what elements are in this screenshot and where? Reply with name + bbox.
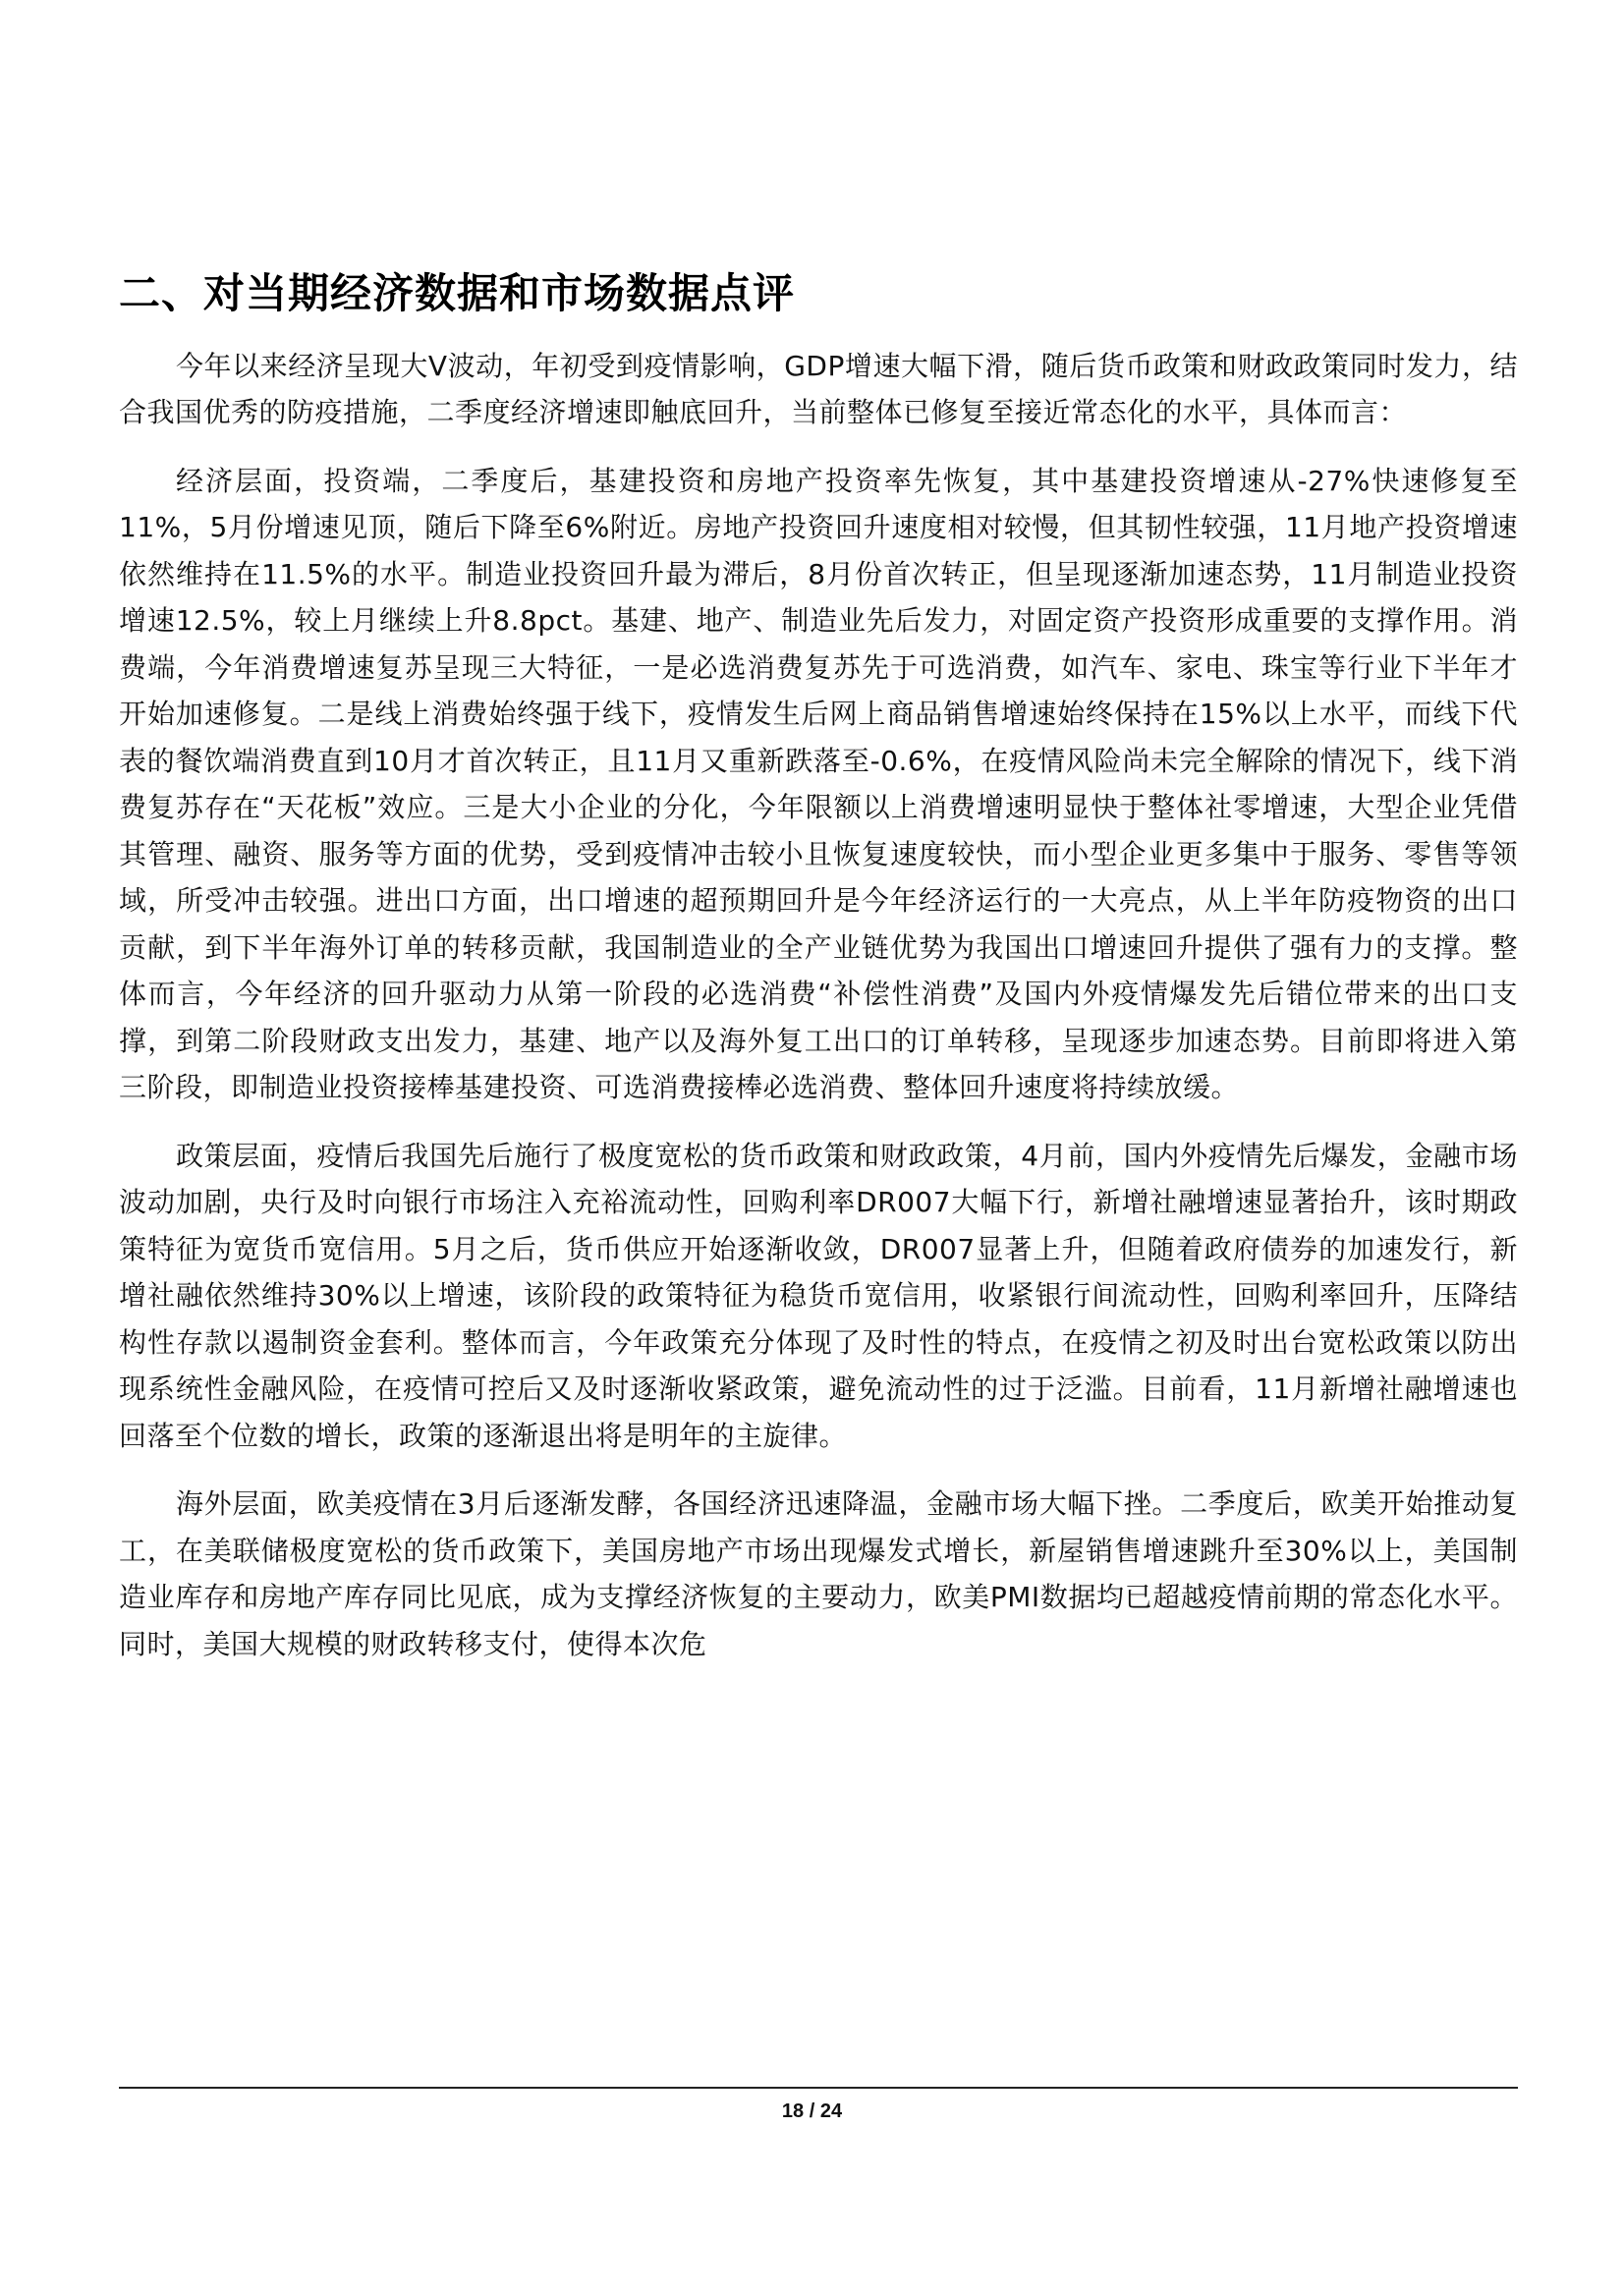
paragraph-economy: 经济层面，投资端，二季度后，基建投资和房地产投资率先恢复，其中基建投资增速从-27%快速修复至11%，5月份增速见顶，随后下降至6%附近。房地产投资回升速度相对较慢，但其韧性较强，11月地产投资增速依然维持在11.5%的水平。制造业投资回升最为滞后，8月份首次转正，但呈现逐渐加速态势，11月制造业投资增速12.5%，较上月继续上升8.8pct。基建、地产、制造业先后发力，对固定资产投资形成重要的支撑作用。消费端，今年消费增速复苏呈现三大特征，一是必选消费复苏先于可选消费，如汽车、家电、珠宝等行业下半年才开始加速修复。二是线上消费始终强于线下，疫情发生后网上商品销售增速始终保持在15%以上水平，而线下代表的餐饮端消费直到10月才首次转正，且11月又重新跌落至-0.6%，在疫情风险尚未完全解除的情况下，线下消费复苏存在“天花板”效应。三是大小企业的分化，今年限额以上消费增速明显快于整体社零增速，大型企业凭借其管理、融资、服务等方面的优势，受到疫情冲击较小且恢复速度较快，而小型企业更多集中于服务、零售等领域，所受冲击较强。进出口方面，出口增速的超预期回升是今年经济运行的一大亮点，从上半年防疫物资的出口贡献，到下半年海外订单的转移贡献，我国制造业的全产业链优势为我国出口增速回升提供了强有力的支撑。整体而言，今年经济的回升驱动力从第一阶段的必选消费“补偿性消费”及国内外疫情爆发先后错位带来的出口支撑，到第二阶段财政支出发力，基建、地产以及海外复工出口的订单转移，呈现逐步加速态势。目前即将进入第三阶段，即制造业投资接棒基建投资、可选消费接棒必选消费、整体回升速度将持续放缓。 bbox=[119, 464, 1518, 1104]
paragraph-overview: 今年以来经济呈现大V波动，年初受到疫情影响，GDP增速大幅下滑，随后货币政策和财政政策同时发力，结合我国优秀的防疫措施，二季度经济增速即触底回升，当前整体已修复至接近常态化的水平，具体而言： bbox=[119, 349, 1518, 429]
paragraph-policy: 政策层面，疫情后我国先后施行了极度宽松的货币政策和财政政策，4月前，国内外疫情先后爆发，金融市场波动加剧，央行及时向银行市场注入充裕流动性，回购利率DR007大幅下行，新增社融增速显著抬升，该时期政策特征为宽货币宽信用。5月之后，货币供应开始逐渐收敛，DR007显著上升，但随着政府债券的加速发行，新增社融依然维持30%以上增速，该阶段的政策特征为稳货币宽信用，收紧银行间流动性，回购利率回升，压降结构性存款以遏制资金套利。整体而言，今年政策充分体现了及时性的特点，在疫情之初及时出台宽松政策以防出现系统性金融风险，在疫情可控后又及时逐渐收紧政策，避免流动性的过于泛滥。目前看，11月新增社融增速也回落至个位数的增长，政策的逐渐退出将是明年的主旋律。 bbox=[119, 1139, 1518, 1452]
section-title: 二、对当期经济数据和市场数据点评 bbox=[119, 269, 796, 317]
paragraph-overseas: 海外层面，欧美疫情在3月后逐渐发酵，各国经济迅速降温，金融市场大幅下挫。二季度后，欧美开始推动复工，在美联储极度宽松的货币政策下，美国房地产市场出现爆发式增长，新屋销售增速跳升至30%以上，美国制造业库存和房地产库存同比见底，成为支撑经济恢复的主要动力，欧美PMI数据均已超越疫情前期的常态化水平。同时，美国大规模的财政转移支付，使得本次危 bbox=[119, 1487, 1518, 1660]
page-number: 18 / 24 bbox=[781, 2100, 843, 2122]
footer-divider bbox=[119, 2087, 1518, 2089]
page-content bbox=[119, 267, 1518, 1689]
